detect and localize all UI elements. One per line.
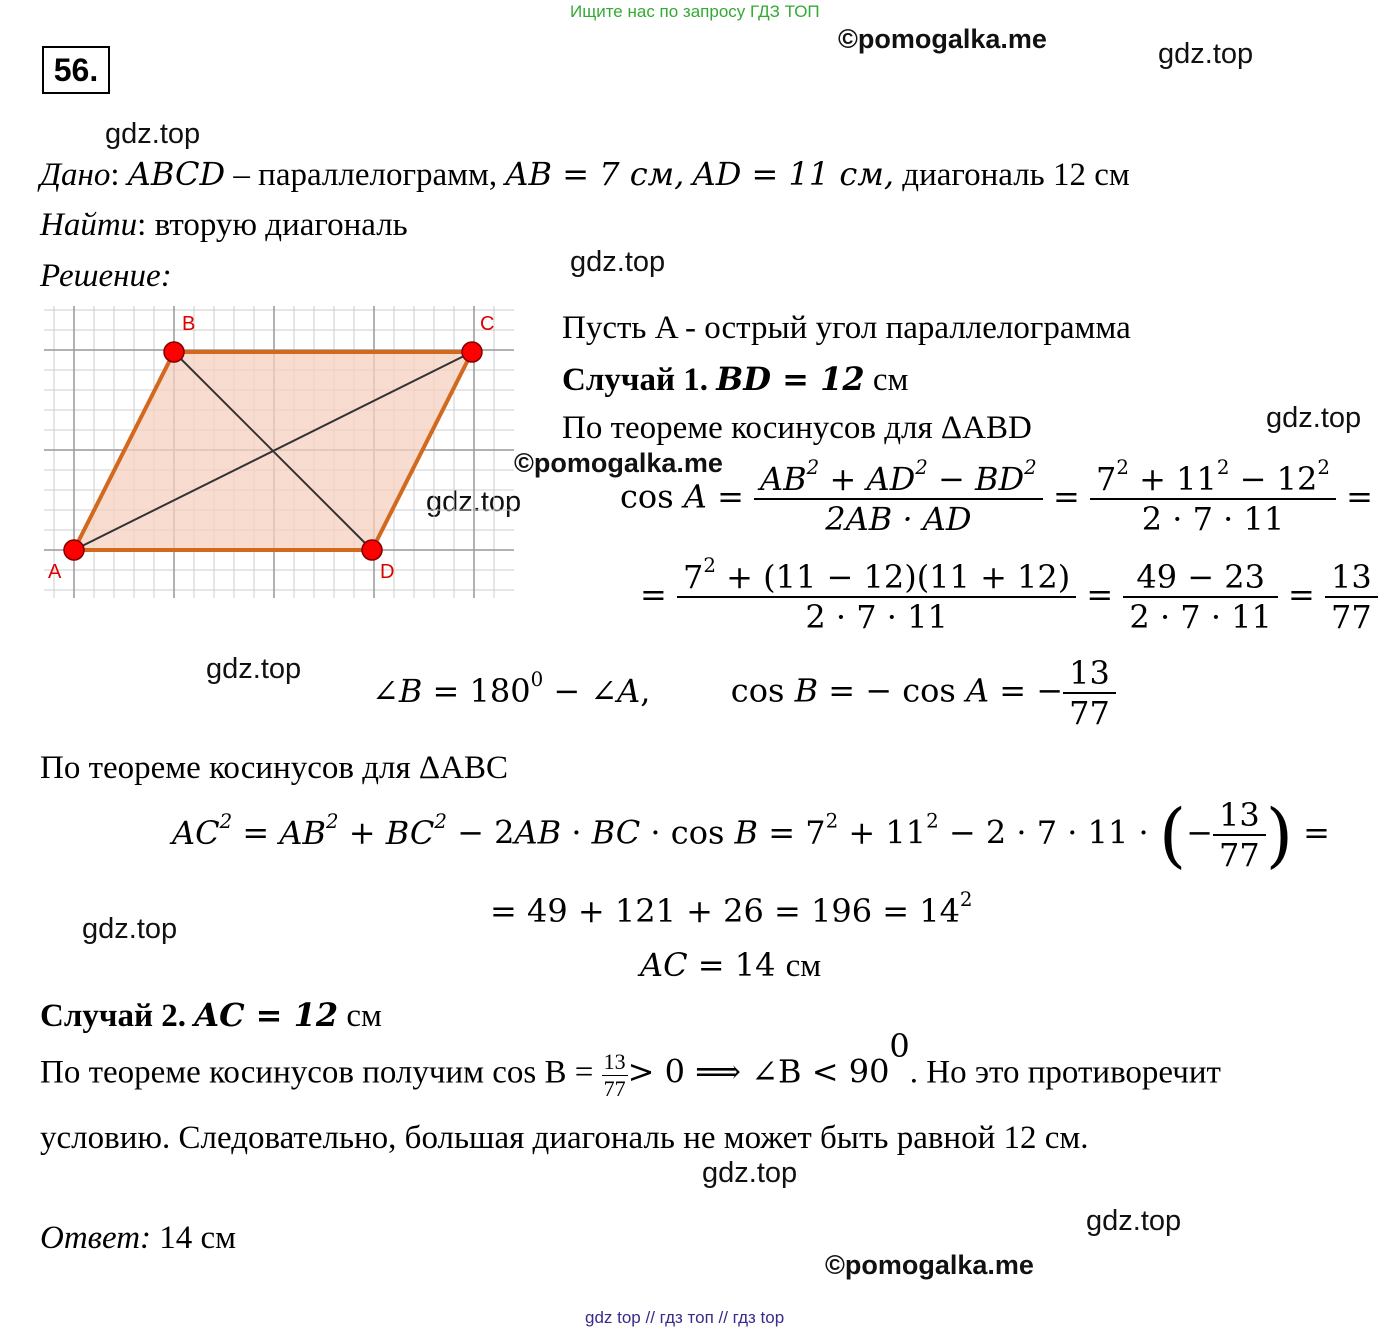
figure-name: ABCD [127, 155, 226, 193]
label-c: C [480, 313, 495, 335]
watermark-gdz: gdz.top [1266, 402, 1362, 434]
ac-value: AC = 14 см [640, 946, 822, 984]
case1-condition: BD = 12 [716, 360, 865, 398]
point-a [64, 540, 84, 560]
point-b [164, 342, 184, 362]
case2-label: Случай 2. [40, 998, 186, 1034]
case2-text2: > 0 ⟹ ∠B < 90 [627, 1052, 890, 1091]
given-diagonal: диагональ 12 см [902, 157, 1130, 193]
case1-unit: см [872, 362, 909, 398]
watermark-pomogalka: ©pomogalka.me [825, 1250, 1034, 1280]
point-c [462, 342, 482, 362]
case2-text-line1: По теореме косинусов получим cos B = $\frac{13}{77}$ > 0 ⟹ ∠B < $90^0$. Но это противоречит [40, 1027, 1221, 1101]
given-label: Дано [40, 157, 111, 193]
case2-unit: см [346, 998, 382, 1034]
given-ad: AD = 11 см, [692, 155, 895, 193]
watermark-gdz: gdz.top [105, 118, 201, 150]
angle-b-formula: ∠B = $180^0$ − ∠A, cos B = − cos A = − $\frac{13}{77}$ [372, 654, 1116, 732]
watermark-pomogalka: ©pomogalka.me [514, 448, 723, 478]
case2-text1: По теореме косинусов получим cos B = [40, 1054, 594, 1091]
case2-text3: . Но это противоречит [909, 1054, 1221, 1091]
given-line: Дано: ABCD – параллелограмм, AB = 7 см, AD = 11 см, диагональ 12 см [40, 155, 1130, 193]
footer-links[interactable]: gdz top // гдз топ // гдз top [585, 1308, 785, 1327]
answer-label: Ответ: [40, 1220, 152, 1256]
given-ab: AB = 7 см, [505, 155, 685, 193]
ac-squared-result: = $49 + 121 + 26 = 196 = 14^2$ [490, 888, 973, 930]
watermark-gdz: gdz.top [1158, 38, 1254, 70]
case2-line [40, 996, 382, 1035]
case1-line [562, 360, 908, 399]
watermark-gdz: gdz.top [426, 486, 522, 518]
find-line [40, 207, 408, 244]
parallelogram-figure [44, 306, 514, 598]
theorem-abd-line: По теореме косинусов для ΔABD [562, 410, 1032, 446]
ac-squared-formula: $AC^2 = AB^2 + BC^2 - 2AB$ · BC · $\cos B = 7^2 + 11^2 - 2 \cdot 7 \cdot 11$ · (− $\frac{13}{77}$ ) = [172, 794, 1330, 876]
let-a-line: Пусть A - острый угол параллелограмма [562, 310, 1131, 346]
task-number: 56. [42, 46, 110, 94]
find-text: : вторую диагональ [137, 207, 408, 243]
label-d: D [380, 561, 395, 583]
answer-value: 14 см [159, 1220, 237, 1256]
watermark-gdz: gdz.top [1086, 1205, 1182, 1237]
label-a: A [48, 561, 62, 583]
answer-line [40, 1220, 236, 1257]
theorem-abc-line: По теореме косинусов для ΔABC [40, 750, 508, 786]
watermark-gdz: gdz.top [570, 246, 666, 278]
top-banner[interactable]: Ищите нас по запросу ГДЗ ТОП [570, 2, 820, 21]
find-label: Найти [40, 207, 138, 243]
label-b: B [182, 313, 196, 335]
watermark-gdz: gdz.top [702, 1157, 798, 1189]
watermark-gdz: gdz.top [82, 913, 178, 945]
solution-label: Решение: [40, 258, 172, 294]
case2-condition: AC = 12 [194, 996, 339, 1034]
case1-label: Случай 1. [562, 362, 708, 398]
given-parallelogram: – параллелограмм, [233, 157, 498, 193]
case2-text-line2: условию. Следовательно, большая диагональ не может быть равной 12 см. [40, 1120, 1089, 1156]
watermark-pomogalka: ©pomogalka.me [838, 24, 1047, 54]
cos-a-formula-2: = $\frac{7^2 + (11 - 12)(11 + 12)}{2 \cdot 7 \cdot 11}$ = $\frac{49 - 23}{2 \cdot 7 \cdot 11}$ = $\frac{13}{77}$ [640, 558, 1378, 636]
point-d [362, 540, 382, 560]
watermark-gdz: gdz.top [206, 653, 302, 685]
cos-a-formula-1: cos A = $\frac{AB^2 + AD^2 - BD^2}{2AB \cdot AD}$ = $\frac{7^2 + 11^2 - 12^2}{2 \cdot 7 \cdot 11}$ = [620, 456, 1373, 538]
